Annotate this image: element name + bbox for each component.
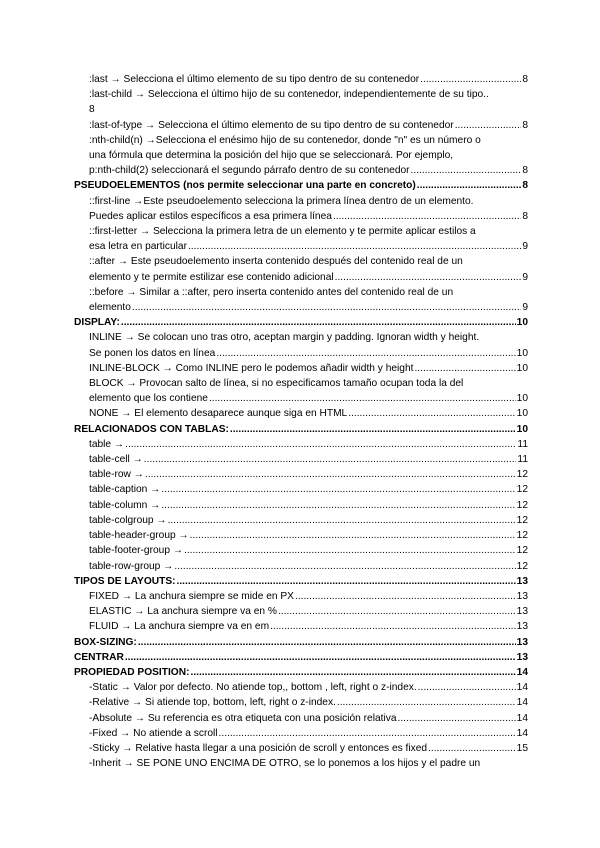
dot-leader [398, 711, 516, 726]
dot-leader [335, 270, 522, 285]
toc-entry-text: BOX-SIZING: [74, 636, 137, 648]
dot-leader [219, 726, 516, 741]
toc-page-number: 12 [516, 514, 528, 526]
toc-entry[interactable] [74, 467, 528, 482]
dot-leader [184, 543, 516, 558]
toc-entry-text: table-cell → [89, 454, 143, 466]
toc-page-number: 12 [516, 499, 528, 511]
toc-entry[interactable] [74, 437, 528, 452]
toc-entry[interactable] [74, 194, 528, 224]
toc-entry-text: ::before → Similar a ::after, pero inserta contenido antes del contenido real de un [89, 286, 454, 298]
toc-page-number: 12 [516, 469, 528, 481]
dot-leader [144, 452, 517, 467]
toc-page-number: 10 [516, 393, 528, 405]
toc-section-heading[interactable] [74, 422, 528, 437]
toc-entry-text: DISPLAY: [74, 317, 120, 329]
toc-page-number: 10 [516, 362, 528, 374]
toc-entry[interactable] [74, 741, 528, 756]
toc-page-number: 10 [516, 408, 528, 420]
toc-entry-text: CENTRAR [74, 651, 124, 663]
toc-entry-text: PROPIEDAD POSITION: [74, 666, 190, 678]
toc-section-heading[interactable] [74, 650, 528, 665]
toc-entry-text: table → [89, 438, 125, 450]
toc-entry[interactable] [74, 406, 528, 421]
toc-entry-text: table-header-group → [89, 530, 189, 542]
toc-page-number: 13 [516, 636, 528, 648]
toc-entry[interactable] [74, 498, 528, 513]
toc-entry-text: table-colgroup → [89, 514, 167, 526]
toc-entry-text: elemento [89, 302, 131, 314]
dot-leader [270, 619, 516, 634]
toc-page-number: 14 [516, 712, 528, 724]
dot-leader [417, 178, 522, 193]
toc-entry[interactable] [74, 254, 528, 284]
toc-page-number: 9 [522, 241, 528, 253]
toc-entry-text: BLOCK → Provocan salto de línea, si no especificamos tamaño ocupan toda la del [89, 378, 464, 390]
dot-leader [428, 741, 516, 756]
dot-leader [414, 361, 515, 376]
toc-entry[interactable] [74, 285, 528, 315]
dot-leader [132, 300, 521, 315]
toc-entry-text: TIPOS DE LAYOUTS: [74, 575, 176, 587]
toc-page-number: 12 [516, 484, 528, 496]
toc-page-number: 13 [516, 606, 528, 618]
dot-leader [168, 513, 516, 528]
toc-entry[interactable] [74, 559, 528, 574]
toc-section-heading[interactable] [74, 665, 528, 680]
toc-entry[interactable] [74, 87, 528, 117]
toc-section-heading[interactable] [74, 635, 528, 650]
toc-entry-text: table-caption → [89, 484, 161, 496]
toc-page-number: 13 [516, 590, 528, 602]
dot-leader [177, 574, 516, 589]
toc-entry-text: :nth-child(n) →Selecciona el enésimo hijo de su contenedor, donde "n" es un número o [89, 134, 481, 146]
toc-entry[interactable] [74, 513, 528, 528]
toc-page-number: 14 [516, 682, 528, 694]
toc-entry[interactable] [74, 452, 528, 467]
toc-entry[interactable] [74, 726, 528, 741]
dot-leader [418, 680, 516, 695]
toc-entry-text: -Fixed → No atiende a scroll [89, 727, 218, 739]
dot-leader [125, 437, 516, 452]
toc-entry[interactable] [74, 528, 528, 543]
toc-section-heading[interactable] [74, 315, 528, 330]
toc-entry-text: PSEUDOELEMENTOS (nos permite seleccionar una parte en concreto) [74, 180, 416, 192]
dot-leader [420, 72, 521, 87]
toc-entry-text: esa letra en particular [89, 241, 187, 253]
dot-leader [121, 315, 516, 330]
dot-leader [348, 406, 515, 421]
dot-leader [230, 422, 516, 437]
dot-leader [188, 239, 521, 254]
toc-entry[interactable] [74, 756, 528, 771]
dot-leader [295, 589, 516, 604]
toc-entry-text: INLINE → Se colocan uno tras otro, aceptan margin y padding. Ignoran width y height. [89, 332, 480, 344]
toc-entry[interactable] [74, 589, 528, 604]
toc-entry[interactable] [74, 118, 528, 133]
toc-entry-text: elemento y te permite estilizar ese contenido adicional [89, 271, 334, 283]
toc-page-number: 9 [522, 271, 528, 283]
toc-page-number: 14 [516, 697, 528, 709]
toc-entry[interactable] [74, 543, 528, 558]
toc-entry-text: ::after → Este pseudoelemento inserta contenido después del contenido real de un [89, 256, 463, 268]
toc-entry-text: INLINE-BLOCK → Como INLINE pero le podemos añadir width y height [89, 362, 414, 374]
toc-section-heading[interactable] [74, 178, 528, 193]
toc-page-number: 12 [516, 545, 528, 557]
dot-leader [209, 391, 516, 406]
dot-leader [411, 163, 522, 178]
toc-page-number: 8 [522, 119, 528, 131]
toc-entry-text: -Inherit → SE PONE UNO ENCIMA DE OTRO, se lo ponemos a los hijos y el padre un [89, 758, 481, 770]
toc-entry-text: table-column → [89, 499, 161, 511]
toc-page-number: 13 [516, 621, 528, 633]
toc-page-number: 10 [516, 317, 528, 329]
toc-entry-text: ELASTIC → La anchura siempre va en % [89, 606, 277, 618]
toc-entry-text: NONE → El elemento desaparece aunque siga en HTML [89, 408, 348, 420]
dot-leader [216, 346, 515, 361]
dot-leader [333, 209, 521, 224]
table-of-contents [74, 72, 528, 771]
dot-leader [161, 482, 515, 497]
toc-entry[interactable] [74, 604, 528, 619]
toc-entry[interactable] [74, 711, 528, 726]
toc-entry[interactable] [74, 224, 528, 254]
dot-leader [161, 498, 515, 513]
toc-entry-text: -Sticky → Relative hasta llegar a una posición de scroll y entonces es fixed [89, 742, 428, 754]
toc-entry-text: Puedes aplicar estilos específicos a esa primera línea [89, 210, 332, 222]
toc-page-number: 10 [516, 423, 528, 435]
toc-entry-text: -Relative → Si atiende top, bottom, left, right o z-index. [89, 697, 336, 709]
toc-section-heading[interactable] [74, 574, 528, 589]
toc-entry-text: RELACIONADOS CON TABLAS: [74, 423, 229, 435]
toc-entry-text: :last → Selecciona el último elemento de su tipo dentro de su contenedor [89, 74, 420, 85]
toc-entry[interactable] [74, 376, 528, 406]
toc-entry-text: -Absolute → Su referencia es otra etiqueta con una posición relativa [89, 712, 397, 724]
toc-page-number: 12 [516, 530, 528, 542]
toc-entry-text: table-row → [89, 469, 144, 481]
toc-entry-text: :last-child → Selecciona el último hijo de su contenedor, independientemente de su tipo.. [89, 89, 489, 101]
toc-page-number: 15 [516, 742, 528, 754]
toc-page-number: 8 [522, 180, 528, 192]
dot-leader [145, 467, 516, 482]
toc-entry[interactable] [74, 619, 528, 634]
toc-page-number: 14 [516, 666, 528, 678]
toc-entry[interactable] [74, 72, 528, 87]
toc-entry-text: FLUID → La anchura siempre va en em [89, 621, 270, 633]
toc-entry-text: ::first-line →Este pseudoelemento selecciona la primera línea dentro de un elemento. [89, 195, 474, 207]
toc-entry-text: table-footer-group → [89, 545, 184, 557]
dot-leader [190, 528, 516, 543]
toc-entry-text: elemento que los contiene [89, 393, 208, 405]
toc-page-number: 8 [89, 104, 95, 116]
toc-entry[interactable] [74, 482, 528, 497]
toc-page-number: 9 [522, 302, 528, 314]
toc-page-number: 13 [516, 575, 528, 587]
toc-page-number: 8 [522, 165, 528, 177]
toc-entry[interactable] [74, 695, 528, 710]
dot-leader [278, 604, 516, 619]
toc-entry-text: p:nth-child(2) seleccionará el segundo párrafo dentro de su contenedor [89, 165, 410, 177]
toc-entry[interactable] [74, 680, 528, 695]
toc-page-number: 11 [517, 438, 528, 450]
dot-leader [138, 635, 516, 650]
toc-page-number: 14 [516, 727, 528, 739]
dot-leader [174, 559, 515, 574]
toc-entry-text: :last-of-type → Selecciona el último elemento de su tipo dentro de su contenedor [89, 119, 454, 131]
toc-entry[interactable] [74, 133, 528, 179]
toc-page-number: 13 [516, 651, 528, 663]
toc-entry[interactable] [74, 330, 528, 360]
toc-entry-text: table-row-group → [89, 560, 174, 572]
toc-entry-text: -Static → Valor por defecto. No atiende top,, bottom , left, right o z-index. [89, 682, 417, 694]
toc-page-number: 10 [516, 347, 528, 359]
toc-entry-text: Se ponen los datos en línea [89, 347, 216, 359]
dot-leader [125, 650, 516, 665]
toc-page-number: 8 [522, 74, 528, 85]
dot-leader [190, 665, 515, 680]
toc-page-number: 11 [517, 454, 528, 466]
toc-page-number: 12 [516, 560, 528, 572]
toc-entry[interactable] [74, 361, 528, 376]
toc-page-number: 8 [522, 210, 528, 222]
toc-entry-text: FIXED → La anchura siempre se mide en PX [89, 590, 294, 602]
dot-leader [455, 118, 522, 133]
toc-entry-text: una fórmula que determina la posición del hijo que se seleccionará. Por ejemplo, [89, 150, 454, 162]
toc-entry-text: ::first-letter → Selecciona la primera letra de un elemento y te permite aplicar estilos a [89, 226, 476, 238]
dot-leader [337, 695, 516, 710]
